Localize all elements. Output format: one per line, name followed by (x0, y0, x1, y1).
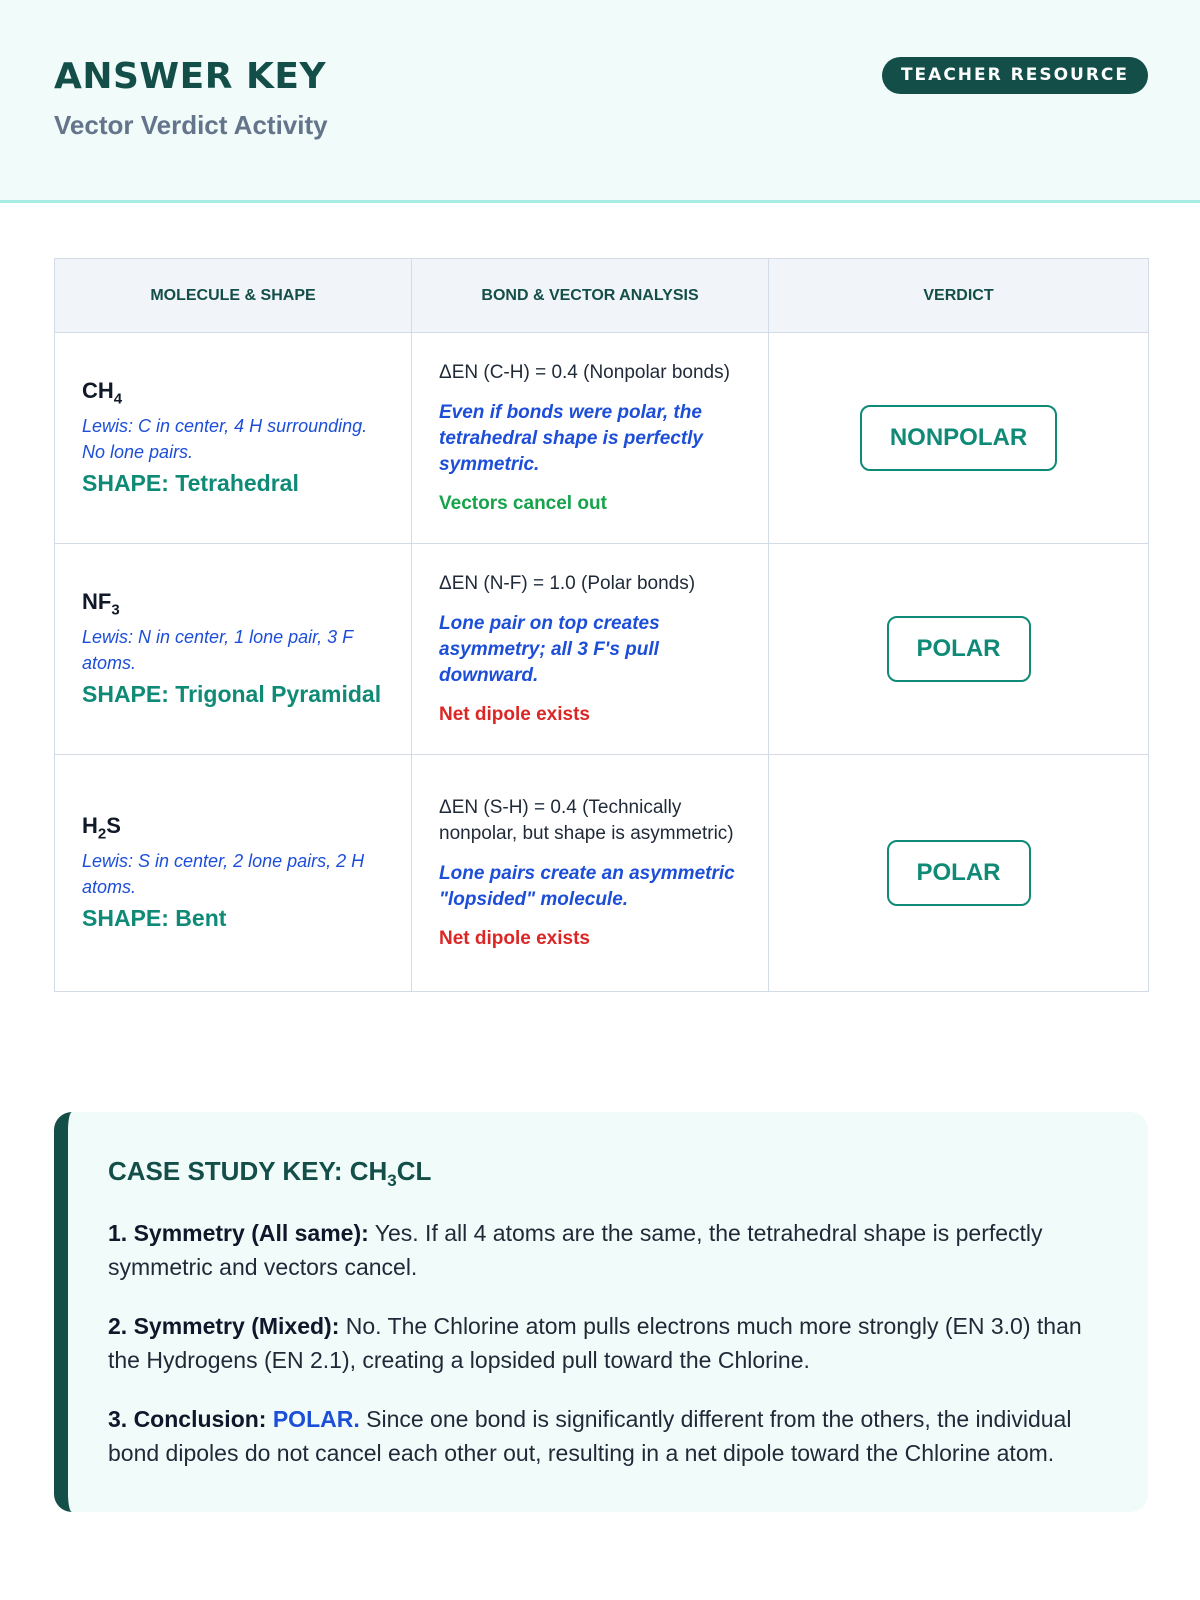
vector-result: Net dipole exists (439, 927, 590, 949)
verdict-cell (769, 544, 1149, 755)
answer-table (54, 258, 1149, 992)
page-subtitle: Vector Verdict Activity (54, 110, 328, 140)
table-header-row (55, 259, 1149, 333)
molecule-formula: $NF_3$ (82, 588, 120, 619)
verdict-cell (769, 333, 1149, 544)
analysis-explanation: Lone pairs create an asymmetric "lopsided" molecule. (439, 862, 735, 910)
delta-en: ΔEN (S-H) = 0.4 (Technically nonpolar, but shape is asymmetric) (439, 796, 734, 844)
analysis-explanation: Lone pair on top creates asymmetry; all 3 F's pull downward. (439, 612, 660, 686)
header (0, 0, 1200, 203)
analysis-cell (412, 755, 769, 992)
analysis-cell (412, 544, 769, 755)
table-row (55, 755, 1149, 992)
verdict-badge: POLAR (887, 616, 1031, 682)
shape-label: SHAPE: Tetrahedral (82, 470, 299, 497)
molecule-cell (55, 333, 412, 544)
molecule-cell (55, 544, 412, 755)
teacher-resource-badge: TEACHER RESOURCE (882, 57, 1148, 94)
molecule-formula: $CH_4$ (82, 377, 123, 408)
molecule-cell (55, 755, 412, 992)
delta-en: ΔEN (N-F) = 1.0 (Polar bonds) (439, 572, 696, 594)
table-row (55, 333, 1149, 544)
conclusion-polar-highlight: POLAR. (272, 1406, 360, 1432)
lewis-description: Lewis: S in center, 2 lone pairs, 2 H atoms. (82, 851, 365, 898)
analysis-cell (412, 333, 769, 544)
case-point-conclusion: 3. Conclusion: POLAR. Since one bond is significantly different from the others, the individual bond dipoles do not cancel each other out, resulting in a net dipole toward the Chlorine atom. (108, 1406, 1072, 1466)
page-title: ANSWER KEY (54, 56, 327, 97)
case-study-title: CASE STUDY KEY: $CH_3CL$ (108, 1156, 432, 1191)
verdict-badge: NONPOLAR (860, 405, 1057, 471)
verdict-cell (769, 755, 1149, 992)
shape-label: SHAPE: Trigonal Pyramidal (82, 681, 382, 708)
case-study-box (54, 1112, 1148, 1512)
case-point-symmetry-mixed: 2. Symmetry (Mixed): No. The Chlorine atom pulls electrons much more strongly (EN 3.0) than the Hydrogens (EN 2.1), creating a lopsided pull toward the Chlorine. (108, 1313, 1082, 1373)
column-header-molecule: MOLECULE & SHAPE (55, 259, 412, 333)
vector-result: Vectors cancel out (439, 492, 607, 514)
lewis-description: Lewis: C in center, 4 H surrounding. No lone pairs. (82, 416, 368, 463)
lewis-description: Lewis: N in center, 1 lone pair, 3 F atoms. (82, 627, 353, 674)
molecule-formula: $H_2S$ (82, 812, 121, 843)
table-row (55, 544, 1149, 755)
verdict-badge: POLAR (887, 840, 1031, 906)
column-header-analysis: BOND & VECTOR ANALYSIS (412, 259, 769, 333)
vector-result: Net dipole exists (439, 703, 590, 725)
delta-en: ΔEN (C-H) = 0.4 (Nonpolar bonds) (439, 361, 730, 383)
column-header-verdict: VERDICT (769, 259, 1149, 333)
case-point-symmetry-all-same: 1. Symmetry (All same): Yes. If all 4 atoms are the same, the tetrahedral shape is perfectly symmetric and vectors cancel. (108, 1220, 1043, 1280)
shape-label: SHAPE: Bent (82, 905, 227, 932)
analysis-explanation: Even if bonds were polar, the tetrahedral shape is perfectly symmetric. (439, 401, 703, 475)
